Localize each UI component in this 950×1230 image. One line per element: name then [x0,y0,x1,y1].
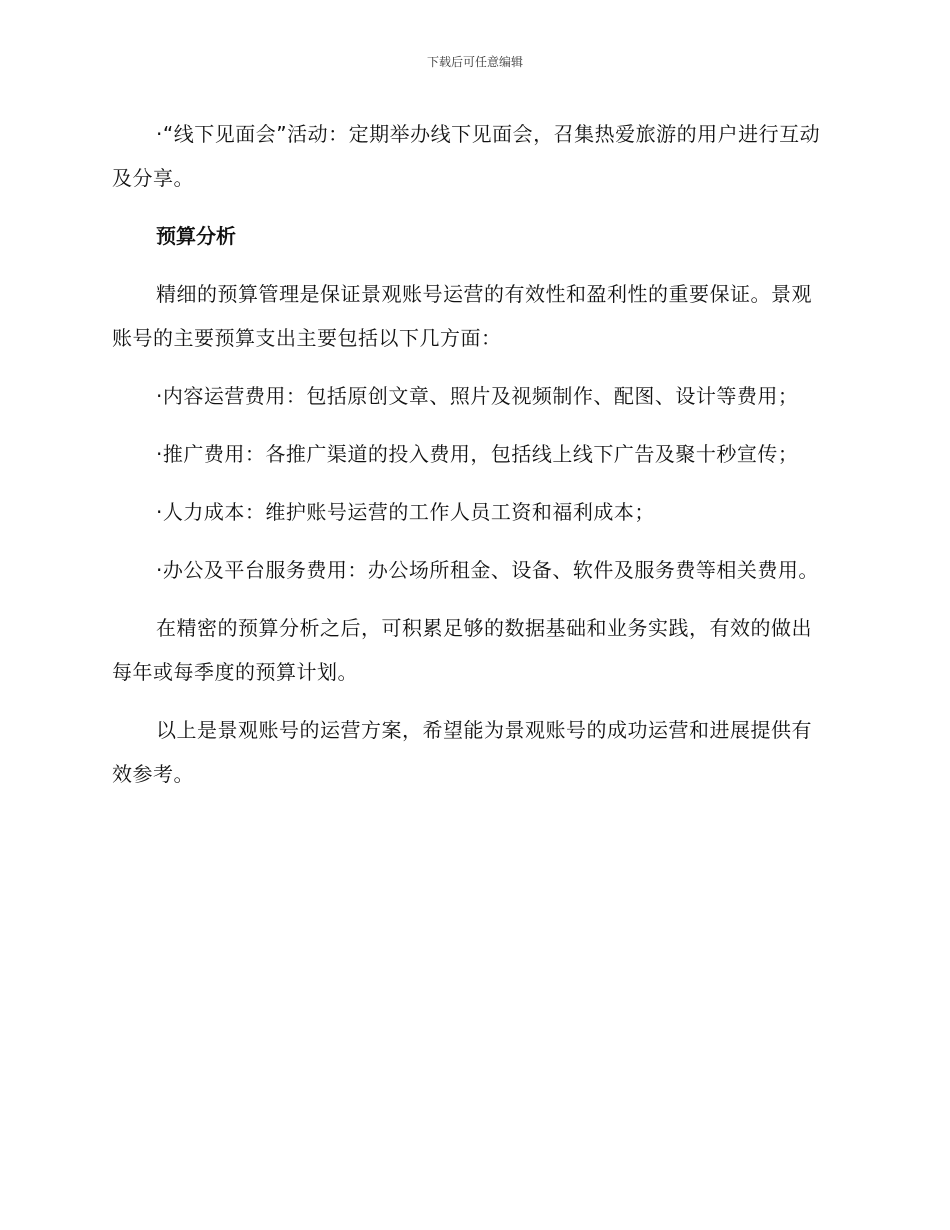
document-body [112,112,832,810]
paragraph-budget-intro: 精细的预算管理是保证景观账号运营的有效性和盈利性的重要保证。景观账号的主要预算支出主要包括以下几方面： [112,282,812,350]
page-header: 下载后可任意编辑 [426,55,523,69]
section-heading-budget: 预算分析 [156,224,236,248]
paragraph-labor-cost: ·人力成本：维护账号运营的工作人员工资和福利成本； [156,500,655,524]
paragraph-budget-plan: 在精密的预算分析之后，可积累足够的数据基础和业务实践，有效的做出每年或每季度的预算计划。 [112,616,812,684]
paragraph-promotion-cost: ·推广费用：各推广渠道的投入费用，包括线上线下广告及聚十秒宣传； [156,442,799,466]
paragraph-conclusion: 以上是景观账号的运营方案，希望能为景观账号的成功运营和进展提供有效参考。 [112,718,812,786]
paragraph-content-cost: ·内容运营费用：包括原创文章、照片及视频制作、配图、设计等费用； [156,384,799,408]
paragraph-offline-meetup: ·“线下见面会”活动：定期举办线下见面会，召集热爱旅游的用户进行互动及分享。 [112,122,821,190]
paragraph-office-cost: ·办公及平台服务费用：办公场所租金、设备、软件及服务费等相关费用。 [156,558,819,582]
